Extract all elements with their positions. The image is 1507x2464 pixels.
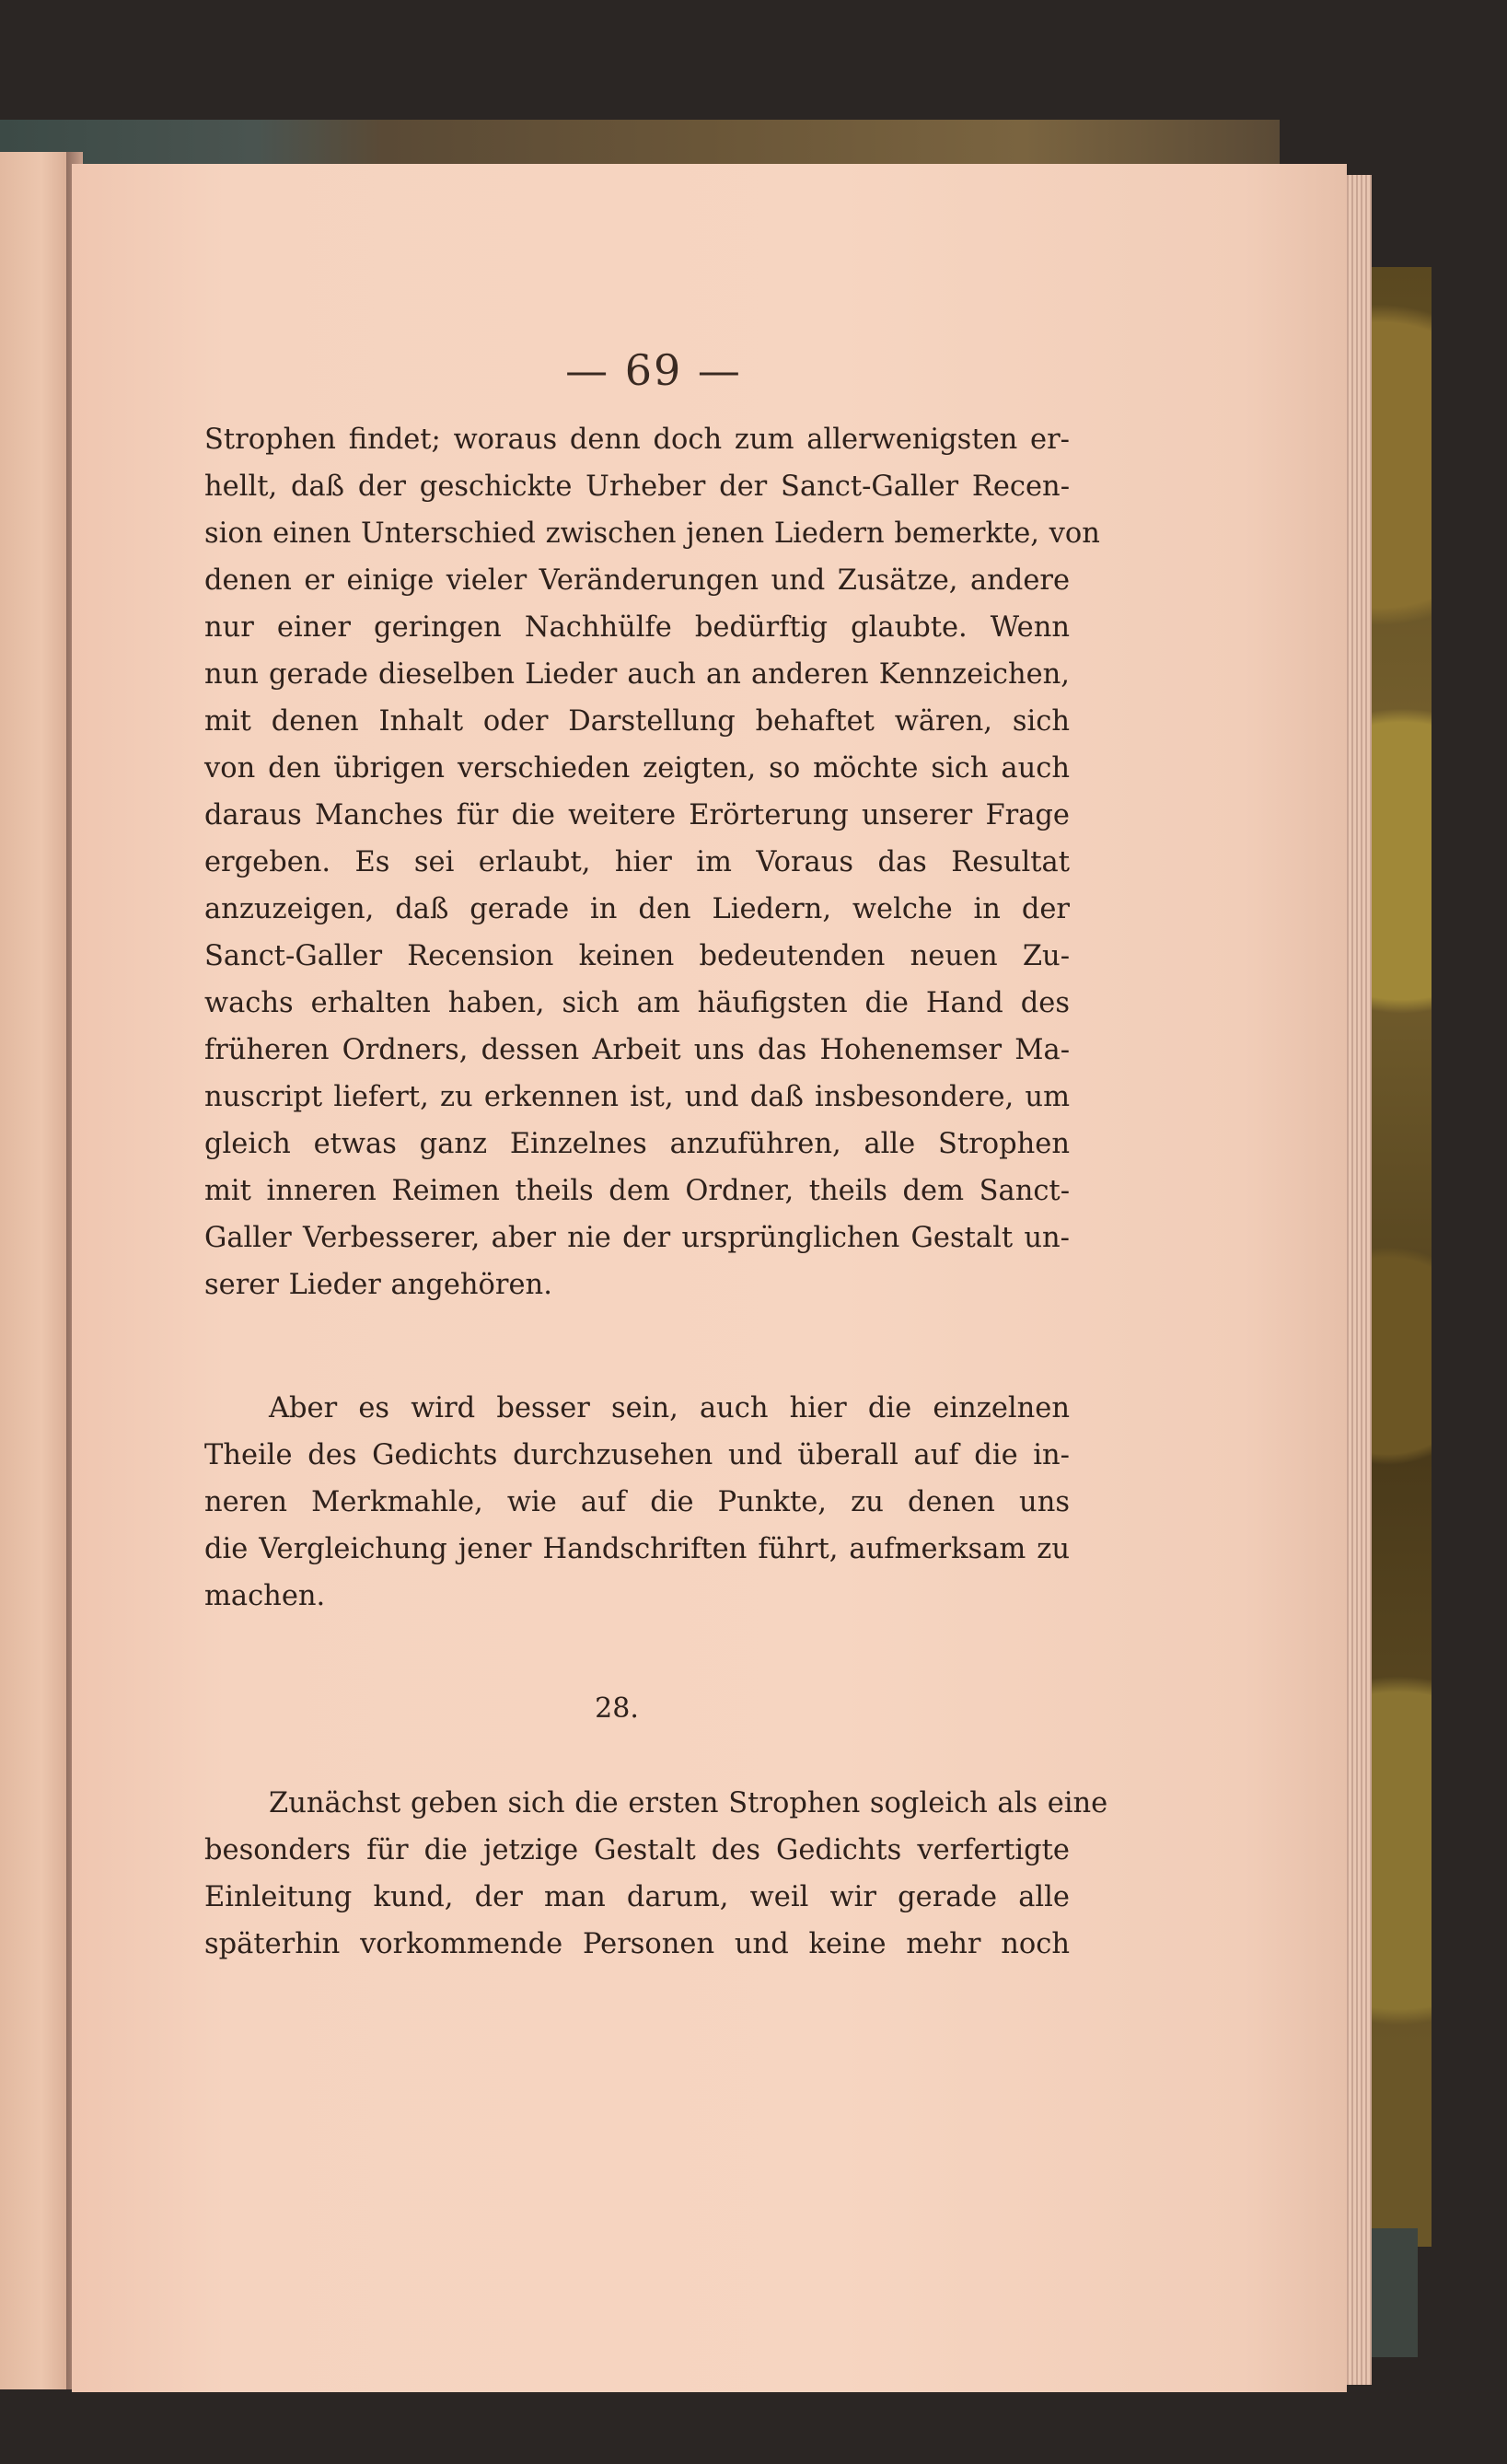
text-line: von den übrigen verschieden zeigten, so möchte sich auch bbox=[204, 752, 1070, 785]
paragraph-2 bbox=[204, 1385, 1070, 1620]
text-line: machen. bbox=[204, 1580, 326, 1612]
text-line: Einleitung kund, der man darum, weil wir gerade alle bbox=[204, 1881, 1070, 1913]
page-block-edges bbox=[1344, 175, 1372, 2385]
text-line: nur einer geringen Nachhülfe bedürftig glaubte. Wenn bbox=[204, 611, 1070, 644]
text-line: sion einen Unterschied zwischen jenen Liedern bemerkte, von bbox=[204, 517, 1100, 550]
previous-page-edge bbox=[0, 152, 69, 2389]
text-line: späterhin vorkommende Personen und keine mehr noch bbox=[204, 1928, 1070, 1960]
text-line: anzuzeigen, daß gerade in den Liedern, welche in der bbox=[204, 893, 1070, 925]
text-line: nuscript liefert, zu erkennen ist, und daß insbesondere, um bbox=[204, 1081, 1070, 1113]
text-line: Zunächst geben sich die ersten Strophen sogleich als eine bbox=[269, 1787, 1108, 1819]
text-line: nun gerade dieselben Lieder auch an anderen Kennzeichen, bbox=[204, 658, 1070, 691]
page-number: — 69 — bbox=[565, 345, 742, 395]
text-line: Aber es wird besser sein, auch hier die einzelnen bbox=[269, 1392, 1070, 1424]
text-line: denen er einige vieler Veränderungen und Zusätze, andere bbox=[204, 564, 1070, 597]
section-number: 28. bbox=[595, 1692, 639, 1725]
text-line: gleich etwas ganz Einzelnes anzuführen, alle Strophen bbox=[204, 1128, 1070, 1160]
text-line: serer Lieder angehören. bbox=[204, 1269, 552, 1301]
text-line: wachs erhalten haben, sich am häufigsten die Hand des bbox=[204, 987, 1070, 1019]
text-line: neren Merkmahle, wie auf die Punkte, zu denen uns bbox=[204, 1486, 1070, 1518]
text-line: ergeben. Es sei erlaubt, hier im Voraus das Resultat bbox=[204, 846, 1070, 878]
text-line: Theile des Gedichts durchzusehen und überall auf die in- bbox=[204, 1439, 1070, 1471]
text-line: Strophen findet; woraus denn doch zum allerwenigsten er- bbox=[204, 424, 1070, 456]
text-line: mit inneren Reimen theils dem Ordner, theils dem Sanct- bbox=[204, 1175, 1070, 1207]
paragraph-3 bbox=[204, 1780, 1108, 1968]
text-line: Sanct-Galler Recension keinen bedeutenden neuen Zu- bbox=[204, 940, 1070, 972]
text-line: mit denen Inhalt oder Darstellung behaftet wären, sich bbox=[204, 705, 1070, 738]
text-line: besonders für die jetzige Gestalt des Gedichts verfertigte bbox=[204, 1834, 1070, 1866]
text-line: Galler Verbesserer, aber nie der ursprünglichen Gestalt un- bbox=[204, 1222, 1070, 1254]
text-line: früheren Ordners, dessen Arbeit uns das Hohenemser Ma- bbox=[204, 1034, 1070, 1066]
text-line: die Vergleichung jener Handschriften führt, aufmerksam zu bbox=[204, 1533, 1070, 1565]
paragraph-1 bbox=[204, 416, 1100, 1308]
text-line: hellt, daß der geschickte Urheber der Sanct-Galler Recen- bbox=[204, 471, 1070, 503]
text-line: daraus Manches für die weitere Erörterung unserer Frage bbox=[204, 799, 1070, 831]
